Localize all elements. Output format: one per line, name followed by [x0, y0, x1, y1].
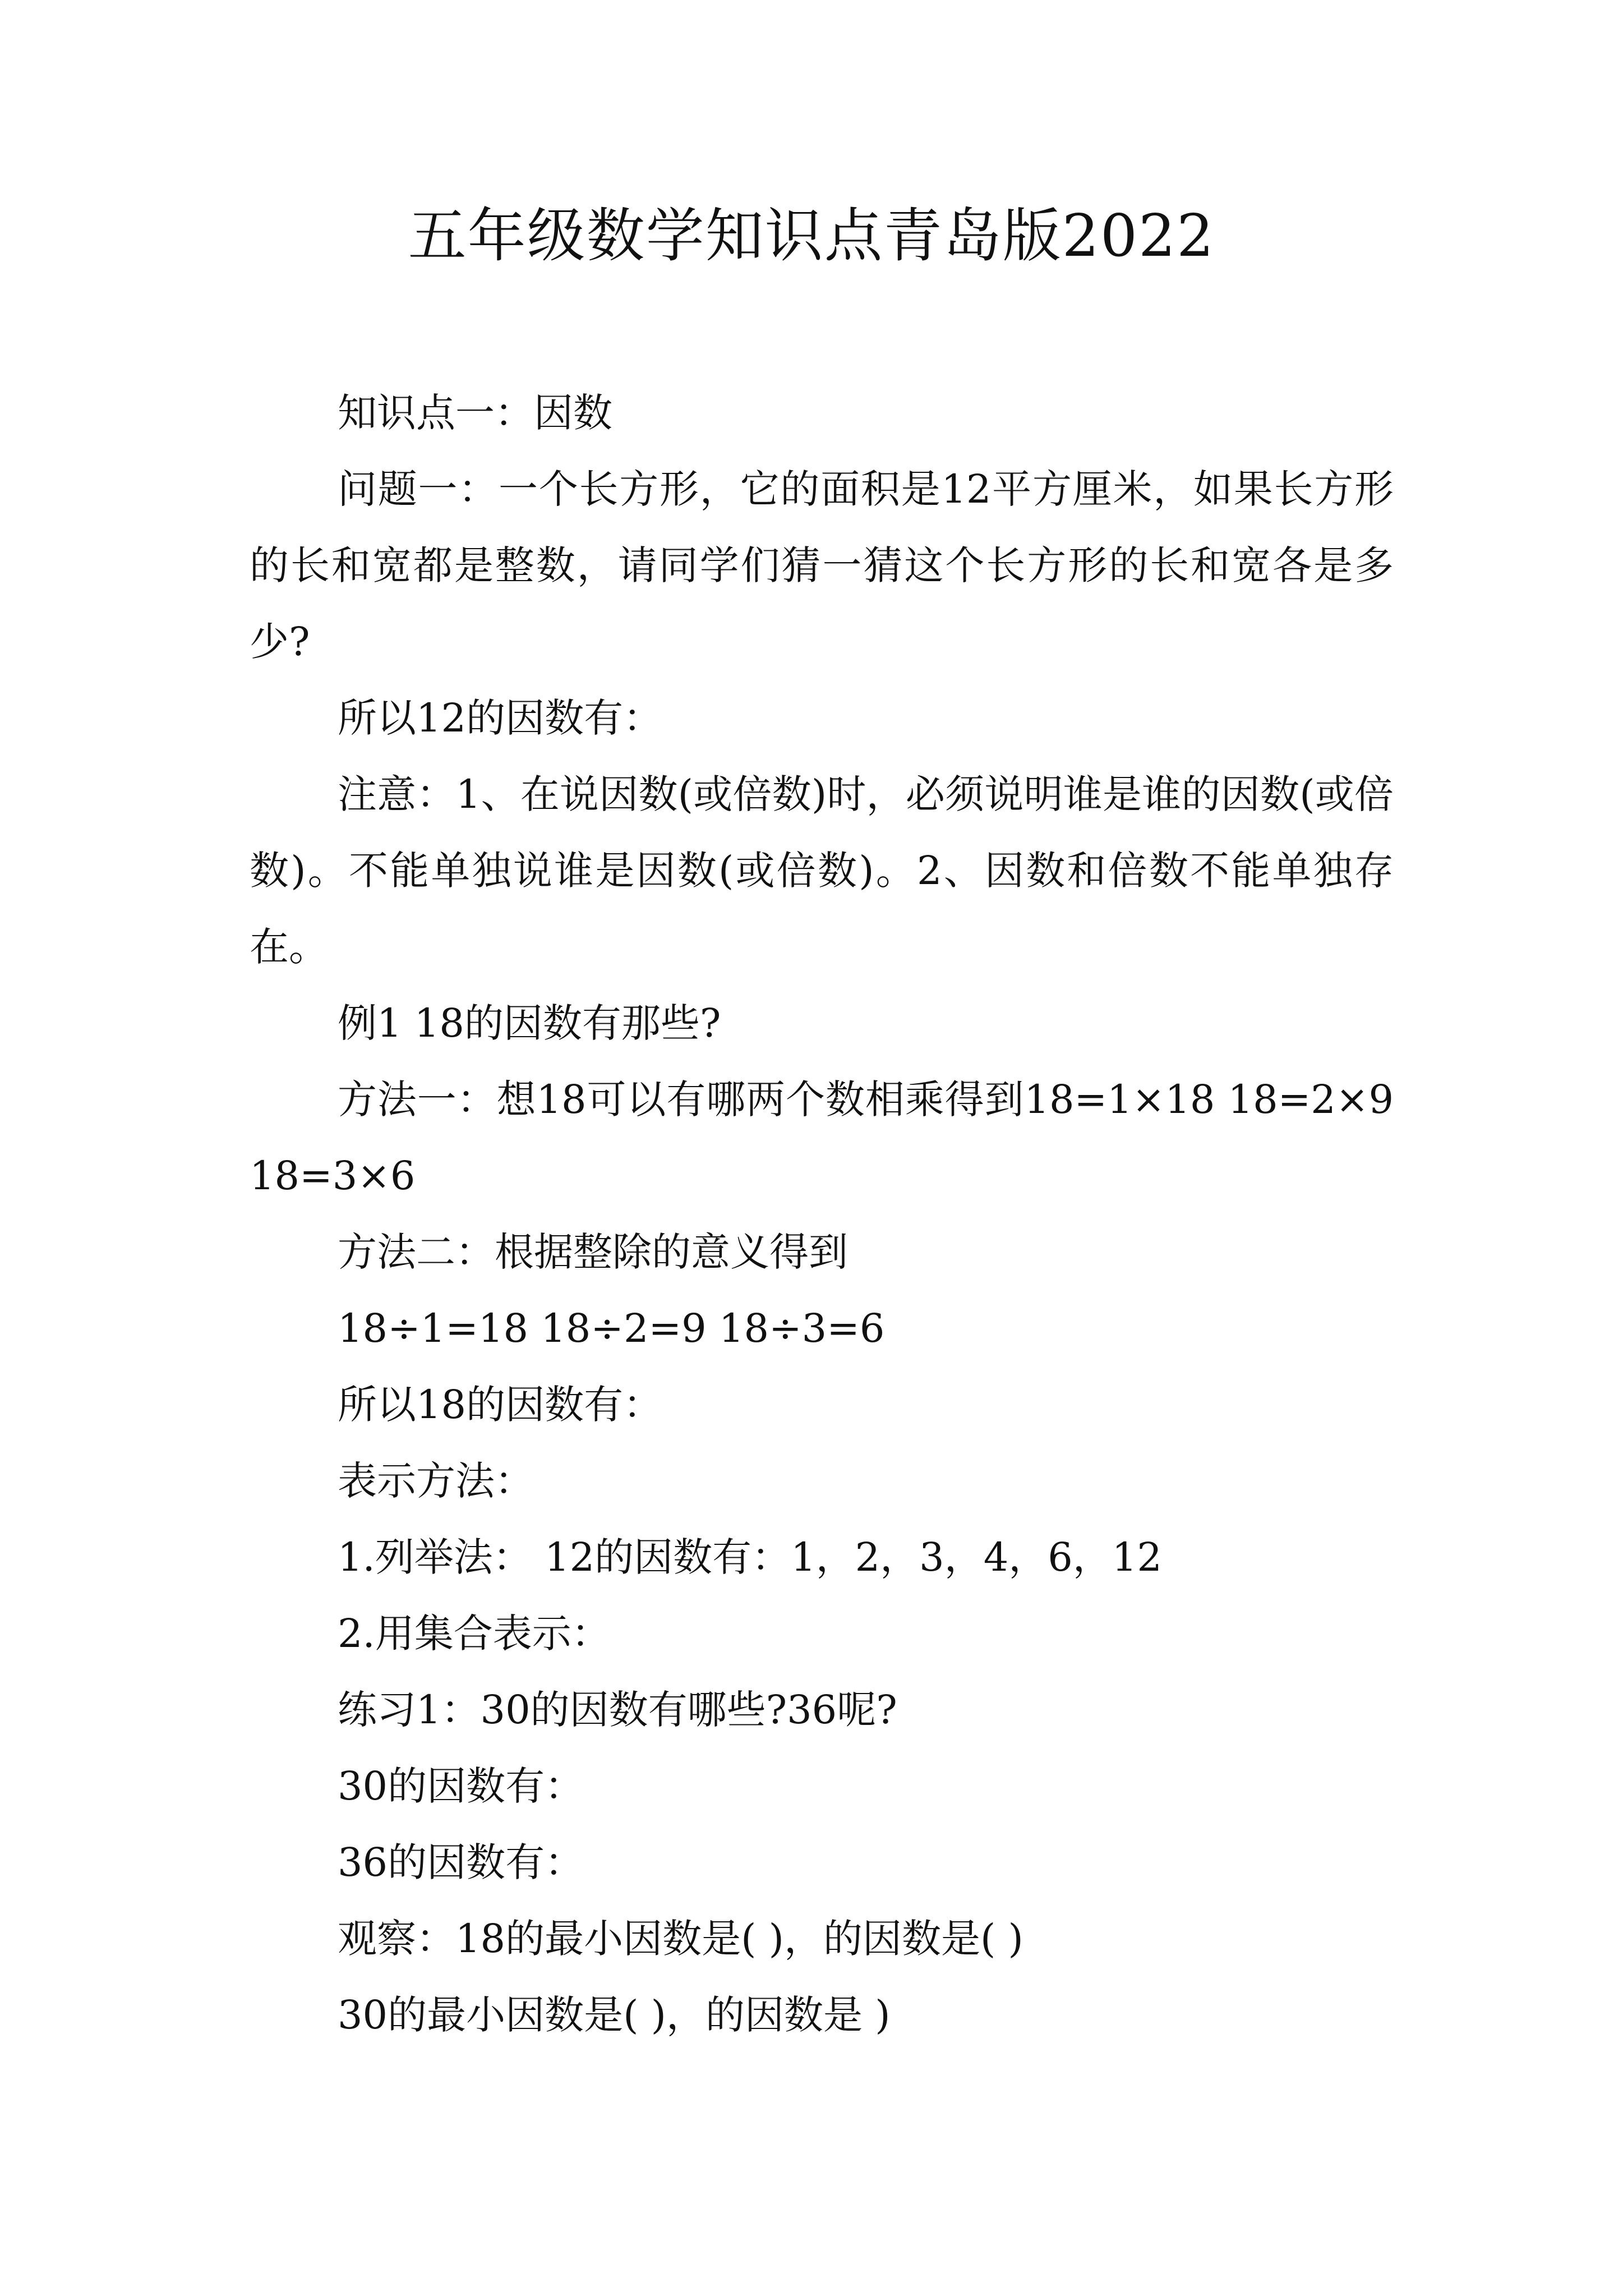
document-title: 五年级数学知识点青岛版2022	[408, 201, 1215, 270]
paragraph-representation-methods: 表示方法：	[338, 1458, 534, 1504]
paragraph-method-2: 方法二：根据整除的意义得到	[338, 1229, 848, 1275]
paragraph-question-1: 问题一：一个长方形，它的面积是12平方厘米，如果长方形的长和宽都是整数，请同学们猜一猜这个长方形的长和宽各是多少?	[250, 466, 1394, 665]
paragraph-knowledge-point-1: 知识点一：因数	[338, 390, 612, 436]
paragraph-division-equations: 18÷1=18 18÷2=9 18÷3=6	[338, 1305, 885, 1351]
paragraph-set-representation: 2.用集合表示：	[338, 1611, 611, 1657]
paragraph-example-1: 例1 18的因数有那些?	[338, 1000, 721, 1046]
document-body	[250, 375, 1394, 2053]
paragraph-factors-of-36: 36的因数有：	[338, 1839, 584, 1885]
paragraph-factors-of-30: 30的因数有：	[338, 1763, 584, 1809]
paragraph-factors-of-18: 所以18的因数有：	[338, 1382, 663, 1428]
paragraph-listing-method: 1.列举法： 12的因数有：1，2，3，4，6，12	[338, 1534, 1162, 1580]
paragraph-factors-of-12: 所以12的因数有：	[338, 695, 663, 741]
paragraph-note: 注意：1、在说因数(或倍数)时，必须说明谁是谁的因数(或倍数)。不能单独说谁是因数(或倍数)。2、因数和倍数不能单独存在。	[250, 771, 1394, 970]
paragraph-exercise-1: 练习1：30的因数有哪些?36呢?	[338, 1687, 897, 1733]
paragraph-observation-30: 30的最小因数是( )，的因数是 )	[338, 1992, 891, 2038]
paragraph-method-1: 方法一：想18可以有哪两个数相乘得到18=1×18 18=2×9 18=3×6	[250, 1076, 1394, 1199]
paragraph-observation-18: 观察：18的最小因数是( )，的因数是( )	[338, 1916, 1023, 1962]
